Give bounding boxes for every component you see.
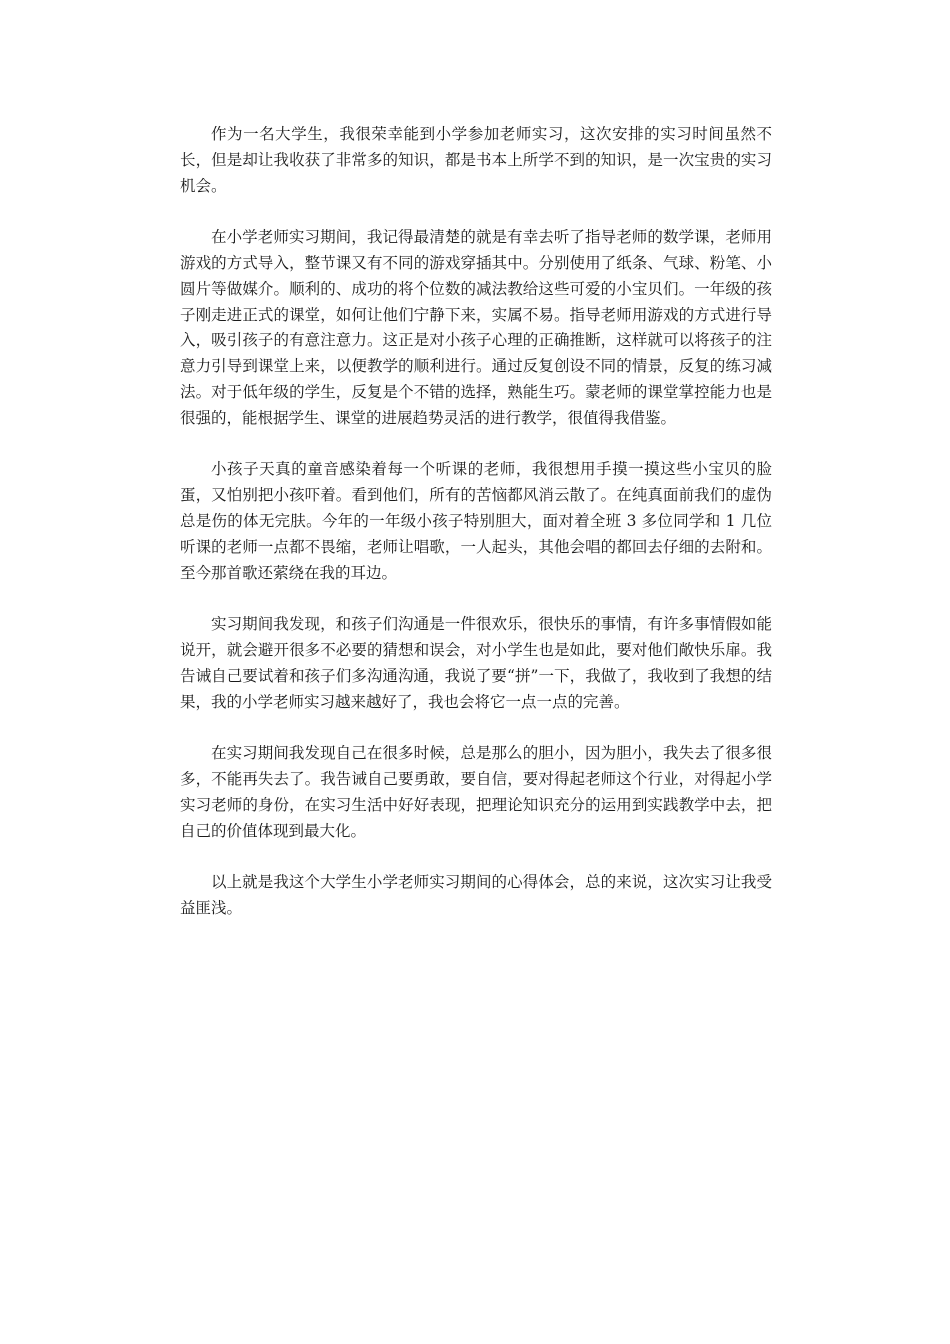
paragraph-intro: 作为一名大学生，我很荣幸能到小学参加老师实习，这次安排的实习时间虽然不长，但是却让我收获了非常多的知识，都是书本上所学不到的知识，是一次宝贵的实习机会。 (180, 125, 772, 195)
paragraph-math-class: 在小学老师实习期间，我记得最清楚的就是有幸去听了指导老师的数学课，老师用游戏的方式导入，整节课又有不同的游戏穿插其中。分别使用了纸条、气球、粉笔、小圆片等做媒介。顺利的、成功的将个位数的减法教给这些可爱的小宝贝们。一年级的孩子刚走进正式的课堂，如何让他们宁静下来，实属不易。指导老师用游戏的方式进行导入，吸引孩子的有意注意力。这正是对小孩子心理的正确推断，这样就可以将孩子的注意力引导到课堂上来，以便教学的顺利进行。通过反复创设不同的情景，反复的练习减法。对于低年级的学生，反复是个不错的选择，熟能生巧。蒙老师的课堂掌控能力也是很强的，能根据学生、课堂的进展趋势灵活的进行教学，很值得我借鉴。 (180, 228, 772, 427)
paragraph-children-voices: 小孩子天真的童音感染着每一个听课的老师，我很想用手摸一摸这些小宝贝的脸蛋，又怕别把小孩吓着。看到他们，所有的苦恼都风消云散了。在纯真面前我们的虚伪总是伤的体无完肤。今年的一年级小孩子特别胆大，面对着全班 3 多位同学和 1 几位听课的老师一点都不畏缩，老师让唱歌，一人起头，其他会唱的都回去仔细的去附和。至今那首歌还萦绕在我的耳边。 (180, 460, 772, 582)
paragraph-conclusion: 以上就是我这个大学生小学老师实习期间的心得体会，总的来说，这次实习让我受益匪浅。 (180, 873, 772, 917)
paragraph-communication: 实习期间我发现，和孩子们沟通是一件很欢乐，很快乐的事情，有许多事情假如能说开，就会避开很多不必要的猜想和误会，对小学生也是如此，要对他们敞快乐扉。我告诫自己要试着和孩子们多沟通沟通，我说了要“拼”一下，我做了，我收到了我想的结果，我的小学老师实习越来越好了，我也会将它一点一点的完善。 (180, 615, 772, 711)
document-body (180, 122, 772, 948)
paragraph-courage: 在实习期间我发现自己在很多时候，总是那么的胆小，因为胆小，我失去了很多很多，不能再失去了。我告诫自己要勇敢，要自信，要对得起老师这个行业，对得起小学实习老师的身份，在实习生活中好好表现，把理论知识充分的运用到实践教学中去，把自己的价值体现到最大化。 (180, 744, 772, 840)
